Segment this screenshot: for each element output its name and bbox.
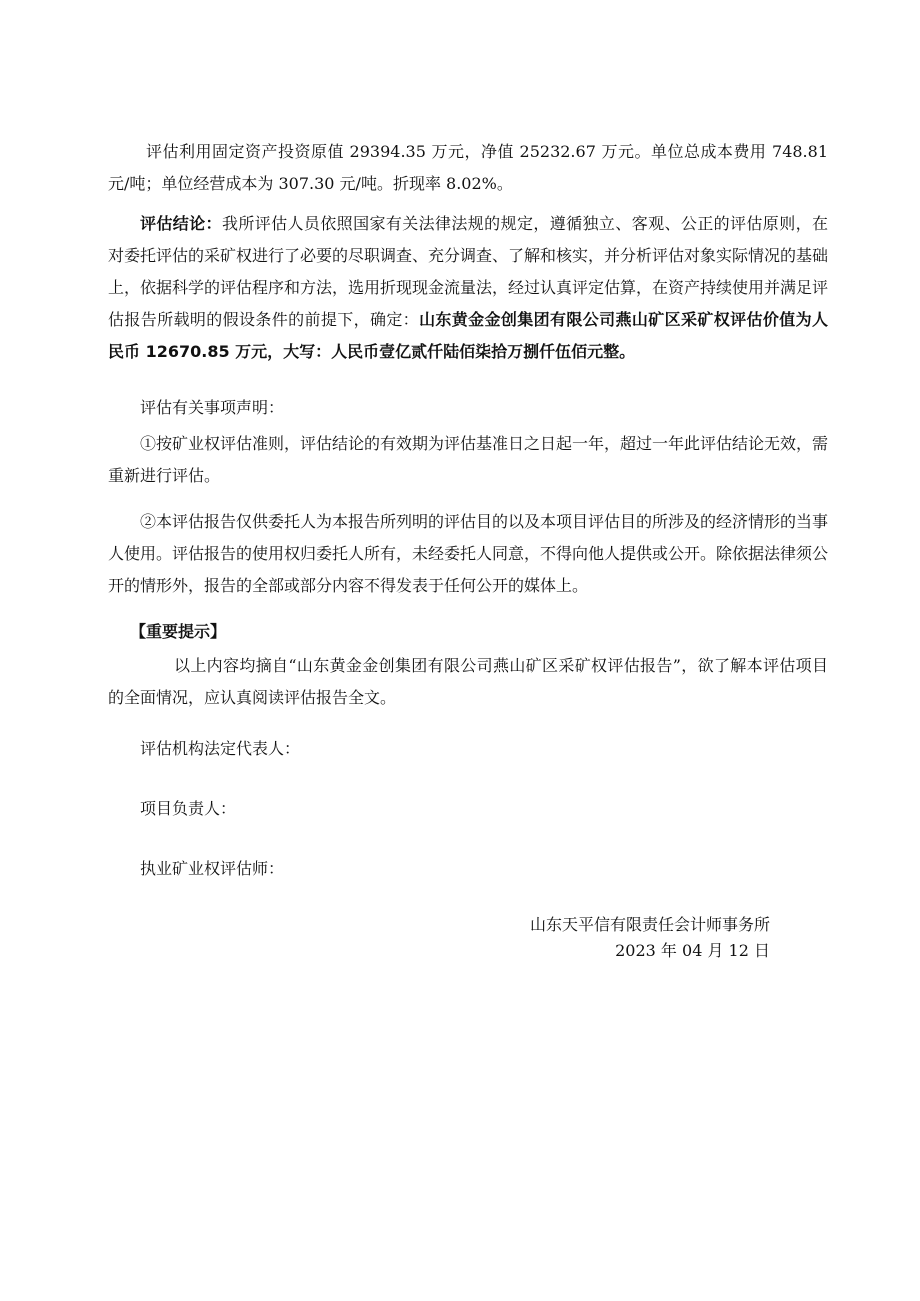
project-lead-label: 项目负责人： [140,799,237,818]
notice-heading [108,616,828,648]
declaration-heading-text: 评估有关事项声明： [140,398,285,417]
declaration-heading [108,392,828,424]
notice-heading-text: 【重要提示】 [130,622,227,641]
conclusion-paragraph [108,208,828,368]
cost-paragraph [108,136,828,200]
conclusion-label: 评估结论： [140,214,222,233]
declaration-item-1-text: ①按矿业权评估准则，评估结论的有效期为评估基准日之日起一年，超过一年此评估结论无效，需重新进行评估。 [108,434,829,485]
conclusion-highlight: 山东黄金金创集团有限公司燕山矿区采矿权评估价值为人民币 12670.85 万元，大写：人民币壹亿贰仟陆佰柒拾万捌仟伍佰元整。 [108,310,828,361]
report-date: 2023 年 04 月 12 日 [615,941,770,960]
cost-paragraph-text: 评估利用固定资产投资原值 29394.35 万元，净值 25232.67 万元。单位总成本费用 748.81 元/吨；单位经营成本为 307.30 元/吨。折现率 8.02%。 [108,142,828,193]
notice-paragraph [108,650,828,714]
appraiser-label: 执业矿业权评估师： [140,859,285,878]
conclusion-body: 我所评估人员依照国家有关法律法规的规定，遵循独立、客观、公正的评估原则，在对委托评估的采矿权进行了必要的尽职调查、充分调查、了解和核实，并分析评估对象实际情况的基础上，依据科学的评估程序和方法，选用折现现金流量法，经过认真评定估算，在资产持续使用并满足评估报告所载明的假设条件的前提下，确定： [108,214,829,329]
declaration-item-2-text: ②本评估报告仅供委托人为本报告所列明的评估目的以及本项目评估目的所涉及的经济情形的当事人使用。评估报告的使用权归委托人所有，未经委托人同意，不得向他人提供或公开。除依据法律须公开的情形外，报告的全部或部分内容不得发表于任何公开的媒体上。 [108,512,829,595]
organization-name: 山东天平信有限责任会计师事务所 [529,915,770,934]
legal-representative-label: 评估机构法定代表人： [140,739,301,758]
notice-body: 以上内容均摘自“山东黄金金创集团有限公司燕山矿区采矿权评估报告”，欲了解本评估项目的全面情况，应认真阅读评估报告全文。 [108,656,828,707]
declaration-item-1 [108,428,828,492]
declaration-item-2 [108,506,828,602]
